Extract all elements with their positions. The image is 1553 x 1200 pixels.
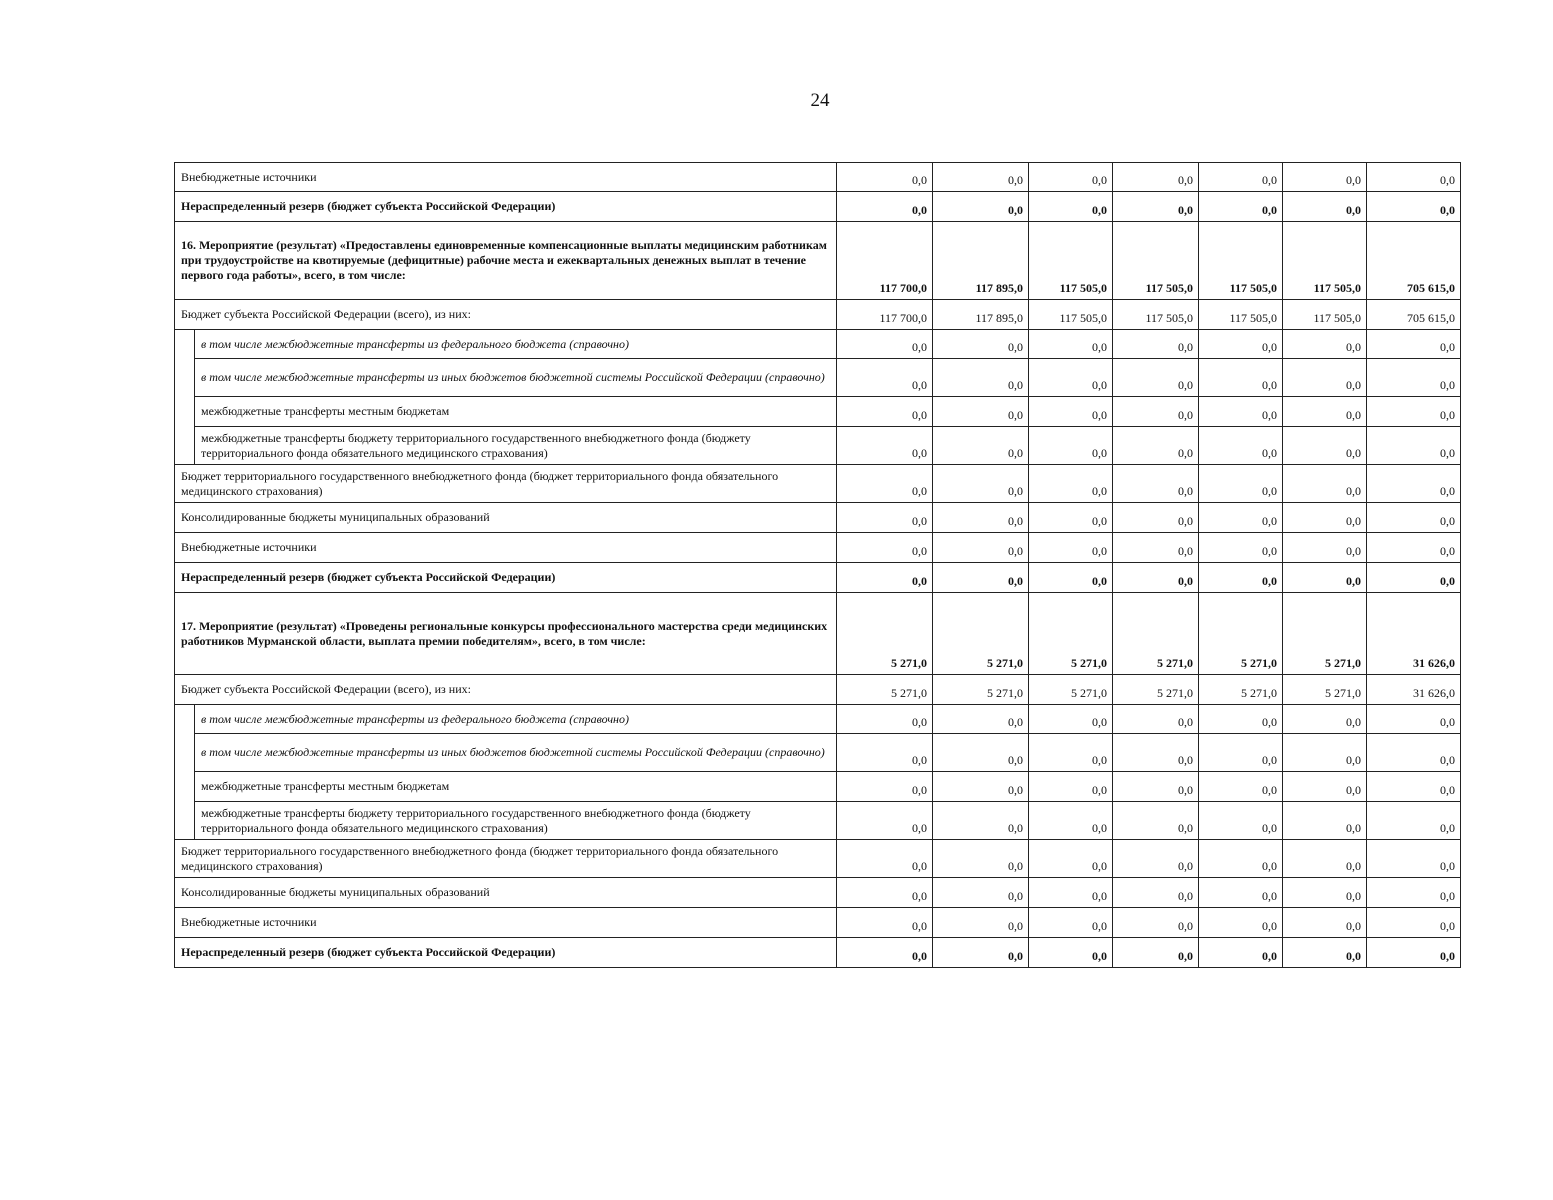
- value-cell: 0,0: [837, 734, 933, 772]
- value-cell: 31 626,0: [1367, 593, 1461, 675]
- indent-cell: [175, 705, 195, 734]
- value-cell: 0,0: [837, 503, 933, 533]
- value-cell: 117 505,0: [1113, 222, 1199, 300]
- value-cell: 0,0: [1367, 359, 1461, 397]
- table-body: [175, 163, 1461, 968]
- value-cell: 0,0: [1113, 465, 1199, 503]
- table-row: [175, 840, 1461, 878]
- value-cell: 0,0: [1367, 705, 1461, 734]
- value-cell: 0,0: [1029, 359, 1113, 397]
- row-label: 16. Мероприятие (результат) «Предоставлены единовременные компенсационные выплаты медицинским работникам при трудоустройстве на квотируемые (дефицитные) рабочие места и ежеквартальных денежных выплат в течение первого года работы», всего, в том числе:: [175, 222, 837, 300]
- value-cell: 0,0: [1029, 938, 1113, 968]
- value-cell: 0,0: [1283, 163, 1367, 192]
- value-cell: 0,0: [1283, 878, 1367, 908]
- value-cell: 117 505,0: [1113, 300, 1199, 330]
- value-cell: 0,0: [933, 772, 1029, 802]
- indent-cell: [175, 330, 195, 359]
- row-label: Бюджет субъекта Российской Федерации (всего), из них:: [175, 675, 837, 705]
- value-cell: 0,0: [1199, 427, 1283, 465]
- value-cell: 0,0: [837, 563, 933, 593]
- value-cell: 0,0: [1199, 330, 1283, 359]
- value-cell: 0,0: [933, 465, 1029, 503]
- value-cell: 0,0: [1113, 772, 1199, 802]
- value-cell: 0,0: [1199, 705, 1283, 734]
- value-cell: 0,0: [1367, 878, 1461, 908]
- table-row: [175, 222, 1461, 300]
- row-label: в том числе межбюджетные трансферты из федерального бюджета (справочно): [195, 705, 837, 734]
- value-cell: 0,0: [1367, 503, 1461, 533]
- value-cell: 117 505,0: [1283, 222, 1367, 300]
- row-label: Нераспределенный резерв (бюджет субъекта Российской Федерации): [175, 192, 837, 222]
- indent-cell: [175, 772, 195, 802]
- value-cell: 5 271,0: [933, 675, 1029, 705]
- value-cell: 0,0: [837, 802, 933, 840]
- value-cell: 0,0: [1029, 563, 1113, 593]
- value-cell: 0,0: [1199, 840, 1283, 878]
- value-cell: 0,0: [1283, 563, 1367, 593]
- value-cell: 5 271,0: [1029, 675, 1113, 705]
- value-cell: 0,0: [1029, 772, 1113, 802]
- row-label: Бюджет территориального государственного внебюджетного фонда (бюджет территориального фонда обязательного медицинского страхования): [175, 840, 837, 878]
- value-cell: 0,0: [1113, 427, 1199, 465]
- value-cell: 5 271,0: [1113, 675, 1199, 705]
- value-cell: 0,0: [933, 359, 1029, 397]
- value-cell: 0,0: [933, 802, 1029, 840]
- value-cell: 705 615,0: [1367, 222, 1461, 300]
- value-cell: 0,0: [1283, 192, 1367, 222]
- value-cell: 0,0: [933, 503, 1029, 533]
- value-cell: 0,0: [1367, 192, 1461, 222]
- value-cell: 0,0: [1029, 878, 1113, 908]
- row-label: Бюджет территориального государственного внебюджетного фонда (бюджет территориального фонда обязательного медицинского страхования): [175, 465, 837, 503]
- value-cell: 0,0: [1199, 563, 1283, 593]
- value-cell: 5 271,0: [1283, 593, 1367, 675]
- value-cell: 117 895,0: [933, 222, 1029, 300]
- value-cell: 0,0: [1199, 802, 1283, 840]
- value-cell: 5 271,0: [1199, 675, 1283, 705]
- value-cell: 5 271,0: [1113, 593, 1199, 675]
- value-cell: 0,0: [933, 563, 1029, 593]
- value-cell: 0,0: [1113, 359, 1199, 397]
- value-cell: 0,0: [1199, 772, 1283, 802]
- value-cell: 0,0: [933, 427, 1029, 465]
- value-cell: 0,0: [1283, 359, 1367, 397]
- value-cell: 5 271,0: [1199, 593, 1283, 675]
- value-cell: 0,0: [1283, 533, 1367, 563]
- value-cell: 0,0: [1029, 330, 1113, 359]
- value-cell: 0,0: [837, 878, 933, 908]
- value-cell: 0,0: [1029, 802, 1113, 840]
- value-cell: 0,0: [933, 840, 1029, 878]
- value-cell: 0,0: [1113, 330, 1199, 359]
- value-cell: 0,0: [1367, 840, 1461, 878]
- value-cell: 0,0: [1283, 397, 1367, 427]
- value-cell: 0,0: [1029, 503, 1113, 533]
- value-cell: 0,0: [1367, 772, 1461, 802]
- value-cell: 117 505,0: [1199, 300, 1283, 330]
- row-label: в том числе межбюджетные трансферты из иных бюджетов бюджетной системы Российской Федерации (справочно): [195, 359, 837, 397]
- value-cell: 0,0: [837, 465, 933, 503]
- value-cell: 0,0: [1283, 705, 1367, 734]
- indent-cell: [175, 397, 195, 427]
- table-row: [175, 675, 1461, 705]
- value-cell: 0,0: [1113, 908, 1199, 938]
- value-cell: 0,0: [837, 330, 933, 359]
- value-cell: 31 626,0: [1367, 675, 1461, 705]
- value-cell: 0,0: [1113, 563, 1199, 593]
- value-cell: 0,0: [1367, 330, 1461, 359]
- row-label: межбюджетные трансферты местным бюджетам: [195, 397, 837, 427]
- value-cell: 0,0: [1113, 938, 1199, 968]
- row-label: Консолидированные бюджеты муниципальных образований: [175, 878, 837, 908]
- value-cell: 0,0: [837, 533, 933, 563]
- value-cell: 0,0: [1113, 840, 1199, 878]
- value-cell: 117 505,0: [1029, 300, 1113, 330]
- value-cell: 0,0: [933, 192, 1029, 222]
- value-cell: 0,0: [1367, 563, 1461, 593]
- row-label: Внебюджетные источники: [175, 163, 837, 192]
- value-cell: 0,0: [1199, 192, 1283, 222]
- value-cell: 0,0: [1283, 427, 1367, 465]
- table-row: [175, 878, 1461, 908]
- value-cell: 0,0: [1367, 802, 1461, 840]
- value-cell: 0,0: [1283, 734, 1367, 772]
- value-cell: 0,0: [1283, 840, 1367, 878]
- value-cell: 117 505,0: [1199, 222, 1283, 300]
- value-cell: 5 271,0: [1283, 675, 1367, 705]
- table-row: [175, 908, 1461, 938]
- value-cell: 0,0: [1199, 938, 1283, 968]
- value-cell: 0,0: [837, 427, 933, 465]
- table-row: [175, 734, 1461, 772]
- value-cell: 0,0: [1113, 533, 1199, 563]
- value-cell: 0,0: [837, 359, 933, 397]
- value-cell: 0,0: [1283, 908, 1367, 938]
- value-cell: 0,0: [1367, 163, 1461, 192]
- table-row: [175, 359, 1461, 397]
- row-label: межбюджетные трансферты бюджету территориального государственного внебюджетного фонда (бюджету территориального фонда обязательного медицинского страхования): [195, 427, 837, 465]
- budget-table: [174, 162, 1461, 968]
- value-cell: 0,0: [1367, 938, 1461, 968]
- value-cell: 0,0: [1283, 503, 1367, 533]
- value-cell: 0,0: [1199, 908, 1283, 938]
- value-cell: 0,0: [933, 330, 1029, 359]
- value-cell: 5 271,0: [837, 593, 933, 675]
- value-cell: 0,0: [1029, 427, 1113, 465]
- value-cell: 0,0: [1029, 840, 1113, 878]
- row-label: Нераспределенный резерв (бюджет субъекта Российской Федерации): [175, 563, 837, 593]
- table-row: [175, 397, 1461, 427]
- value-cell: 0,0: [837, 163, 933, 192]
- value-cell: 0,0: [1283, 802, 1367, 840]
- value-cell: 0,0: [837, 397, 933, 427]
- value-cell: 0,0: [1367, 465, 1461, 503]
- value-cell: 0,0: [933, 734, 1029, 772]
- table-row: [175, 593, 1461, 675]
- value-cell: 0,0: [1113, 397, 1199, 427]
- value-cell: 117 505,0: [1283, 300, 1367, 330]
- value-cell: 117 700,0: [837, 222, 933, 300]
- row-label: Нераспределенный резерв (бюджет субъекта Российской Федерации): [175, 938, 837, 968]
- table-row: [175, 330, 1461, 359]
- value-cell: 0,0: [837, 705, 933, 734]
- table-row: [175, 192, 1461, 222]
- value-cell: 0,0: [1367, 533, 1461, 563]
- indent-cell: [175, 427, 195, 465]
- value-cell: 0,0: [1199, 533, 1283, 563]
- indent-cell: [175, 734, 195, 772]
- indent-cell: [175, 359, 195, 397]
- table-row: [175, 705, 1461, 734]
- value-cell: 117 700,0: [837, 300, 933, 330]
- value-cell: 0,0: [1199, 878, 1283, 908]
- value-cell: 0,0: [1113, 705, 1199, 734]
- row-label: межбюджетные трансферты бюджету территориального государственного внебюджетного фонда (бюджету территориального фонда обязательного медицинского страхования): [195, 802, 837, 840]
- row-label: межбюджетные трансферты местным бюджетам: [195, 772, 837, 802]
- value-cell: 0,0: [1113, 192, 1199, 222]
- value-cell: 0,0: [1029, 465, 1113, 503]
- value-cell: 705 615,0: [1367, 300, 1461, 330]
- value-cell: 117 895,0: [933, 300, 1029, 330]
- row-label: 17. Мероприятие (результат) «Проведены региональные конкурсы профессионального мастерства среди медицинских работников Мурманской области, выплата премии победителям», всего, в том числе:: [175, 593, 837, 675]
- value-cell: 0,0: [837, 192, 933, 222]
- row-label: Консолидированные бюджеты муниципальных образований: [175, 503, 837, 533]
- table-row: [175, 465, 1461, 503]
- value-cell: 0,0: [933, 938, 1029, 968]
- value-cell: 0,0: [837, 908, 933, 938]
- table-row: [175, 802, 1461, 840]
- table-row: [175, 300, 1461, 330]
- row-label: Внебюджетные источники: [175, 908, 837, 938]
- value-cell: 0,0: [837, 938, 933, 968]
- value-cell: 0,0: [1283, 938, 1367, 968]
- row-label: Бюджет субъекта Российской Федерации (всего), из них:: [175, 300, 837, 330]
- value-cell: 0,0: [1113, 503, 1199, 533]
- value-cell: 5 271,0: [1029, 593, 1113, 675]
- value-cell: 0,0: [1199, 734, 1283, 772]
- value-cell: 0,0: [1283, 330, 1367, 359]
- value-cell: 0,0: [1199, 397, 1283, 427]
- value-cell: 5 271,0: [933, 593, 1029, 675]
- indent-cell: [175, 802, 195, 840]
- value-cell: 0,0: [1367, 734, 1461, 772]
- value-cell: 0,0: [1029, 397, 1113, 427]
- row-label: в том числе межбюджетные трансферты из федерального бюджета (справочно): [195, 330, 837, 359]
- value-cell: 0,0: [837, 772, 933, 802]
- value-cell: 0,0: [1113, 734, 1199, 772]
- value-cell: 0,0: [1029, 192, 1113, 222]
- value-cell: 0,0: [1199, 163, 1283, 192]
- value-cell: 0,0: [1283, 772, 1367, 802]
- value-cell: 0,0: [933, 163, 1029, 192]
- value-cell: 0,0: [1029, 908, 1113, 938]
- table-row: [175, 163, 1461, 192]
- table-row: [175, 772, 1461, 802]
- value-cell: 0,0: [933, 533, 1029, 563]
- value-cell: 0,0: [1029, 734, 1113, 772]
- table-row: [175, 503, 1461, 533]
- value-cell: 5 271,0: [837, 675, 933, 705]
- value-cell: 0,0: [1113, 163, 1199, 192]
- table-row: [175, 533, 1461, 563]
- value-cell: 0,0: [933, 878, 1029, 908]
- value-cell: 0,0: [1029, 163, 1113, 192]
- value-cell: 0,0: [837, 840, 933, 878]
- row-label: Внебюджетные источники: [175, 533, 837, 563]
- value-cell: 0,0: [1029, 705, 1113, 734]
- value-cell: 0,0: [933, 908, 1029, 938]
- table-row: [175, 563, 1461, 593]
- value-cell: 0,0: [1029, 533, 1113, 563]
- value-cell: 0,0: [1199, 503, 1283, 533]
- value-cell: 0,0: [933, 397, 1029, 427]
- value-cell: 0,0: [1367, 908, 1461, 938]
- value-cell: 0,0: [933, 705, 1029, 734]
- page-number: 24: [810, 90, 830, 111]
- value-cell: 117 505,0: [1029, 222, 1113, 300]
- value-cell: 0,0: [1367, 427, 1461, 465]
- value-cell: 0,0: [1283, 465, 1367, 503]
- table-row: [175, 427, 1461, 465]
- value-cell: 0,0: [1113, 878, 1199, 908]
- row-label: в том числе межбюджетные трансферты из иных бюджетов бюджетной системы Российской Федерации (справочно): [195, 734, 837, 772]
- value-cell: 0,0: [1199, 359, 1283, 397]
- value-cell: 0,0: [1113, 802, 1199, 840]
- value-cell: 0,0: [1199, 465, 1283, 503]
- value-cell: 0,0: [1367, 397, 1461, 427]
- table-row: [175, 938, 1461, 968]
